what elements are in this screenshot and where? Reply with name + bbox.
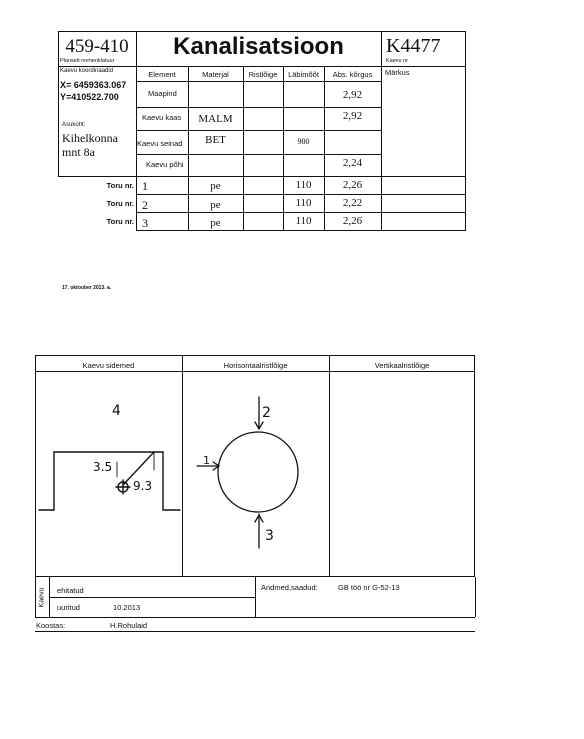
pipe3-label: Toru nr. — [106, 217, 134, 226]
sketch-label-4: 4 — [112, 403, 121, 419]
coords-label: Kaevu koordinaadid — [60, 68, 114, 74]
pipe3-height: 2,26 — [342, 215, 363, 227]
row-bottom-height: 2,24 — [342, 157, 363, 169]
pipe1-material: pe — [210, 180, 221, 192]
row-bottom-label: Kaevu põhi — [146, 160, 184, 169]
sketch-label-9-3: 9.3 — [133, 479, 153, 493]
pipe3-diameter: 110 — [295, 215, 312, 227]
col-diameter: Läbimõõt — [288, 70, 319, 79]
horizontal-section-sketch — [183, 372, 329, 576]
row-ground-label: Maapind — [148, 89, 177, 98]
row-cover-height: 2,92 — [342, 110, 363, 122]
col-remarks: Märkus — [385, 68, 410, 77]
map-sheet-number: 459-410 — [65, 36, 129, 57]
col-element: Element — [148, 70, 176, 79]
footer-side-label: Kaevu — [38, 587, 46, 608]
row-cover-material: MALM — [198, 113, 233, 125]
pipe1-diameter: 110 — [295, 179, 312, 191]
pipe1-height: 2,26 — [342, 179, 363, 191]
built-label: ehitatud — [57, 586, 84, 595]
data-source-label: Andmed,saadud: — [261, 583, 318, 592]
pipe-2-number: 2 — [262, 405, 271, 421]
pipe3-material: pe — [210, 217, 221, 229]
page-title: Kanalisatsioon — [173, 33, 344, 60]
col-height: Abs. kõrgus — [332, 70, 373, 79]
row-cover-label: Kaevu kaas — [142, 113, 182, 122]
pipe3-number: 3 — [142, 216, 148, 230]
well-links-sketch — [35, 372, 182, 576]
sketch-label-3-5: 3.5 — [93, 460, 113, 474]
panel-vertical-title: Vertikaalristlõige — [374, 361, 430, 370]
panel-horizontal-title: Horisontaalristlõige — [223, 361, 288, 370]
col-material: Materjal — [202, 70, 229, 79]
well-circle — [218, 432, 298, 512]
pipe1-label: Toru nr. — [106, 181, 134, 190]
row-ground-height: 2,92 — [342, 89, 363, 101]
compiler-label: Koostas: — [36, 621, 66, 630]
pipe-3-number: 3 — [265, 528, 274, 544]
pipe2-height: 2,22 — [342, 197, 363, 209]
coord-x: X= 6459363.067 — [60, 80, 127, 90]
pipe2-number: 2 — [142, 198, 148, 212]
surveyed-label: uuritud — [57, 603, 80, 612]
pipe-1-number: 1 — [203, 454, 210, 467]
address-line1: Kihelkonna — [62, 131, 118, 145]
well-id-label: Kaevu nr — [386, 58, 409, 64]
pipe2-label: Toru nr. — [106, 199, 134, 208]
pipe2-material: pe — [210, 199, 221, 211]
panel-links-title: Kaevu sidemed — [82, 361, 135, 370]
row-walls-label: Kaevu seinad — [137, 139, 183, 148]
address-line2: mnt 8a — [62, 145, 95, 159]
pipe2-diameter: 110 — [295, 197, 312, 209]
col-section: Ristlõige — [248, 70, 278, 79]
pipe1-number: 1 — [142, 179, 148, 193]
document-date: 17. oktoober 2013. a. — [62, 285, 112, 291]
row-walls-diameter: 900 — [297, 137, 310, 146]
row-walls-material: BET — [205, 134, 226, 146]
well-id: K4477 — [386, 35, 441, 57]
surveyed-value: 10.2013 — [113, 603, 141, 612]
address-label: Asukoht: — [62, 122, 86, 128]
data-source-value: GB töö nr G-52-13 — [338, 583, 400, 592]
compiler-value: H.Rohulaid — [110, 621, 148, 630]
map-sheet-label: Planseti nomenklatuur — [60, 58, 115, 64]
coord-y: Y=410522.700 — [60, 92, 119, 102]
